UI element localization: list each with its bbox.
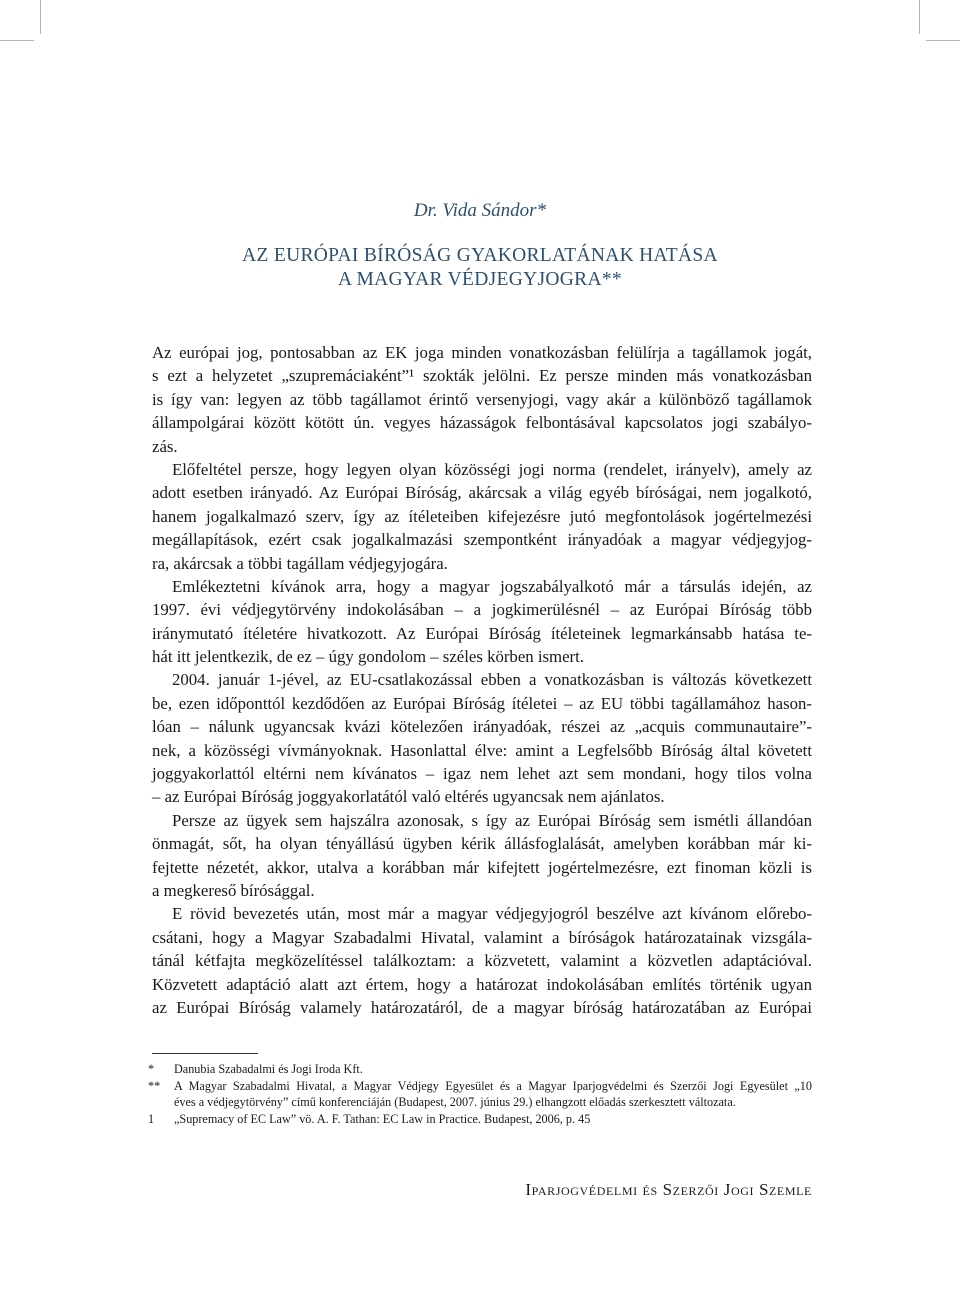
footnote-mark: 1 bbox=[148, 1111, 155, 1126]
footnotes bbox=[148, 1061, 812, 1127]
body-line: állampolgárai között kötött ún. vegyes házasságok felbontásával kapcsolatos jogi szabályo- bbox=[152, 413, 812, 433]
body-line: Emlékeztetni kívánok arra, hogy a magyar jogszabályalkotó már a társulás idején, az bbox=[172, 576, 812, 596]
crop-mark-top-right-h bbox=[926, 40, 960, 41]
body-line: Előfeltétel persze, hogy legyen olyan közösségi jogi norma (rendelet, irányelv), amely az bbox=[172, 459, 812, 479]
body-line: csátani, hogy a Magyar Szabadalmi Hivatal, valamint a bíróságok határozatainak vizsgála- bbox=[152, 927, 812, 947]
body-line: 1997. évi védjegytörvény indokolásában – a jogkimerülésnél – az Európai Bíróság több bbox=[152, 600, 812, 620]
body-line: is így van: legyen az több tagállamot érintő versenyjogi, vagy akár a különböző tagállamok bbox=[152, 389, 812, 409]
body-line: zás. bbox=[152, 436, 178, 456]
body-line: nek, a közösségi vívmányoknak. Hasonlattal élve: amint a Legfelsőbb Bíróság által követett bbox=[152, 740, 812, 760]
body-line: Az európai jog, pontosabban az EK joga minden vonatkozásban felülírja a tagállamok jogát, bbox=[152, 343, 812, 362]
journal-name: Iparjogvédelmi és Szerzői Jogi Szemle bbox=[525, 1180, 812, 1199]
body-line: lóan – nálunk ugyancsak kvázi kötelezően irányadóak, részei az „acquis communautaire”- bbox=[152, 717, 812, 737]
footnote-text: Danubia Szabadalmi és Jogi Iroda Kft. bbox=[174, 1062, 363, 1076]
body-line: Közvetett adaptáció alatt azt értem, hogy a határozat indokolásában említés történik ugyan bbox=[152, 974, 812, 994]
article-body bbox=[152, 341, 812, 1019]
body-line: Persze az ügyek sem hajszálra azonosak, s így az Európai Bíróság sem ismétli állandóan bbox=[172, 810, 812, 830]
body-line: tánál kétfajta megközelítéssel találkoztam: a közvetett, valamint a közvetlen adaptációval. bbox=[152, 951, 812, 971]
body-line: joggyakorlattól eltérni nem kívánatos – igaz nem lehet azt sem mondani, hogy tilos volna bbox=[152, 764, 812, 784]
body-line: adott esetben irányadó. Az Európai Bíróság, akárcsak a világ egyéb bíróságai, nem jogalkotó, bbox=[152, 483, 812, 503]
footnote-reference bbox=[148, 1111, 812, 1128]
footnote-text: éves a védjegytörvény” című konferenciáján (Budapest, 2007. június 29.) elhangzott előadás szerkesztett változata. bbox=[174, 1095, 736, 1110]
footnote-mark: * bbox=[148, 1062, 155, 1076]
body-line: a megkereső bírósággal. bbox=[152, 880, 315, 900]
footnote-mark: ** bbox=[148, 1078, 161, 1093]
body-line: hanem jogalkalmazó szerv, így az ítéleteiben kifejezésre jutó megfontolások jogértelmezési bbox=[152, 506, 812, 526]
article-title bbox=[0, 244, 960, 292]
footnote-text: A Magyar Szabadalmi Hivatal, a Magyar Védjegy Egyesület és a Magyar Iparjogvédelmi és Szerzői Jogi Egyesület „10 bbox=[174, 1078, 812, 1093]
body-line: s ezt a helyzetet „szupremáciaként”¹ szokták jelölni. Ez persze minden más vonatkozásban bbox=[152, 366, 812, 386]
crop-mark-top-left-h bbox=[0, 40, 34, 41]
body-line: 2004. január 1-jével, az EU-csatlakozással ebben a vonatkozásban is változás következett bbox=[172, 670, 812, 690]
article-title-line-2: A MAGYAR VÉDJEGYJOGRA** bbox=[338, 269, 622, 290]
crop-mark-top-left-v bbox=[40, 0, 41, 34]
body-line: E rövid bevezetés után, most már a magyar védjegyjogról beszélve azt kívánom előrebo- bbox=[172, 904, 812, 924]
crop-mark-top-right-v bbox=[919, 0, 920, 34]
body-line: iránymutató ítéletére hivatkozott. Az Európai Bíróság ítéleteinek legmarkánsabb hatása te- bbox=[152, 623, 812, 643]
footnote-separator bbox=[152, 1053, 258, 1054]
body-line: megállapítások, ezért csak jogalkalmazási szempontként irányadóak a magyar védjegyjog- bbox=[152, 530, 812, 550]
footnote-author bbox=[148, 1061, 812, 1078]
footnote-source bbox=[148, 1078, 812, 1111]
body-line: fejtette nézetét, akkor, utalva a korábban már kifejtett jogértelmezésre, ezt finoman közli is bbox=[152, 857, 812, 877]
body-line: az Európai Bíróság valamely határozatáról, de a magyar bíróság határozatában az Európai bbox=[152, 997, 812, 1017]
body-line: ra, akárcsak a többi tagállam védjegyjogára. bbox=[152, 553, 448, 573]
body-line: önmagát, sőt, ha olyan tényállású ügyben kérik állásfoglalását, amelyben korábban már ki- bbox=[152, 834, 812, 854]
body-line: – az Európai Bíróság joggyakorlatától való eltérés ugyancsak nem ajánlatos. bbox=[152, 787, 665, 807]
body-line: hát itt jelentkezik, de ez – úgy gondolom – széles körben ismert. bbox=[152, 647, 585, 667]
author-name: Dr. Vida Sándor* bbox=[413, 200, 547, 221]
article-title-line-1: AZ EURÓPAI BÍRÓSÁG GYAKORLATÁNAK HATÁSA bbox=[242, 245, 718, 266]
footnote-text: „Supremacy of EC Law” vö. A. F. Tathan: EC Law in Practice. Budapest, 2006, p. 45 bbox=[174, 1111, 591, 1126]
body-line: be, ezen időponttól kezdődően az Európai Bíróság ítéletei – az EU többi tagállamához hason- bbox=[152, 693, 812, 713]
